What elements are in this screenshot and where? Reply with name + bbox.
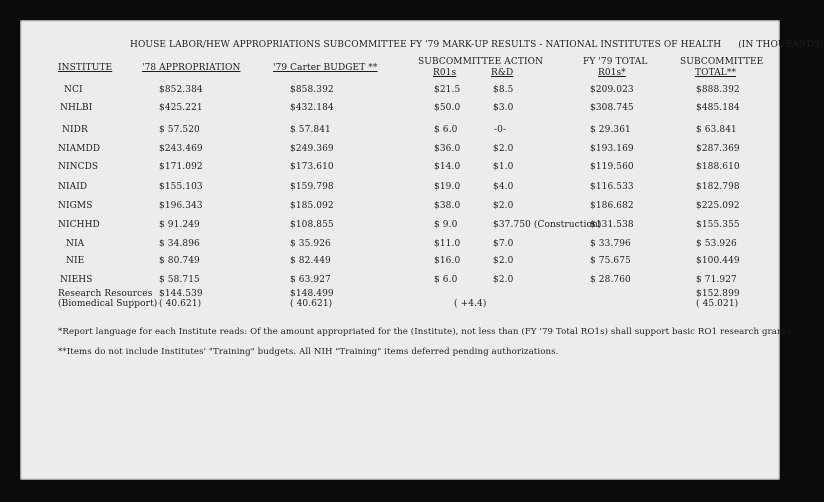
header-fy79-total: FY '79 TOTAL (583, 57, 648, 67)
cell-approp78-line2: ( 40.621) (159, 299, 202, 309)
cell-institute: NCI (64, 85, 83, 95)
header-subcommittee: SUBCOMMITTEE (680, 57, 764, 67)
cell-approp78: $ 80.749 (159, 256, 200, 266)
cell-approp78: $243.469 (159, 144, 203, 154)
cell-institute: NIE (66, 256, 85, 266)
cell-rd: $7.0 (493, 239, 514, 249)
cell-fy79-r01s: $209.023 (590, 85, 634, 95)
cell-institute-line1: Research Resources (58, 289, 153, 299)
cell-approp78: $ 91.249 (159, 220, 200, 230)
cell-institute: NIDR (62, 125, 88, 135)
cell-fy79-r01s: $308.745 (590, 103, 634, 113)
cell-fy79-r01s: $116.533 (590, 182, 634, 192)
cell-institute: NIAID (58, 182, 88, 192)
cell-carter79: $ 63.927 (290, 275, 331, 285)
cell-r01s: $ 9.0 (434, 220, 458, 230)
cell-carter79: $858.392 (290, 85, 334, 95)
cell-carter79: $ 82.449 (290, 256, 331, 266)
cell-institute: NINCDS (58, 162, 99, 172)
footnote-training-items: **Items do not include Institutes' "Training" budgets. All NIH "Training" items deferred pending authorizations. (58, 347, 559, 357)
cell-r01s: $ 6.0 (434, 275, 458, 285)
cell-subcommittee-total: $155.355 (696, 220, 740, 230)
cell-carter79-line2: ( 40.621) (290, 299, 333, 309)
cell-approp78: $ 34.896 (159, 239, 200, 249)
cell-approp78-line1: $144.539 (159, 289, 203, 299)
title-text: HOUSE LABOR/HEW APPROPRIATIONS SUBCOMMITTEE FY '79 MARK-UP RESULTS - NATIONAL INSTITUTES OF HEALTH (130, 40, 722, 50)
header-subcommittee-total: TOTAL** (695, 68, 737, 78)
cell-subcommittee-action: ( +4.4) (454, 299, 487, 309)
cell-approp78: $ 57.520 (159, 125, 200, 135)
cell-subcommittee-total: $287.369 (696, 144, 740, 154)
cell-approp78: $852.384 (159, 85, 203, 95)
header-rd: R&D (491, 68, 514, 78)
cell-fy79-r01s: $186.682 (590, 201, 634, 211)
cell-fy79-r01s: $ 33.796 (590, 239, 631, 249)
cell-approp78: $ 58.715 (159, 275, 200, 285)
header-subcommittee-action: SUBCOMMITTEE ACTION (418, 57, 544, 67)
cell-r01s: $11.0 (434, 239, 461, 249)
cell-rd: $4.0 (493, 182, 514, 192)
document-page (20, 20, 824, 480)
cell-r01s: $19.0 (434, 182, 461, 192)
cell-approp78: $155.103 (159, 182, 203, 192)
cell-carter79: $432.184 (290, 103, 334, 113)
cell-subcommittee-total-line2: ( 45.021) (696, 299, 739, 309)
cell-rd: $1.0 (493, 162, 514, 172)
cell-carter79-line1: $148.499 (290, 289, 334, 299)
cell-approp78: $171.092 (159, 162, 203, 172)
cell-r01s: $21.5 (434, 85, 461, 95)
cell-institute: NICHHD (58, 220, 100, 230)
cell-r01s: $50.0 (434, 103, 461, 113)
cell-r01s: $ 6.0 (434, 125, 458, 135)
cell-r01s: $14.0 (434, 162, 461, 172)
cell-carter79: $249.369 (290, 144, 334, 154)
cell-fy79-r01s: $131.538 (590, 220, 634, 230)
cell-subcommittee-total: $188.610 (696, 162, 740, 172)
cell-approp78: $425.221 (159, 103, 203, 113)
cell-fy79-r01s: $ 28.760 (590, 275, 631, 285)
cell-subcommittee-total-line1: $152.899 (696, 289, 740, 299)
cell-rd: $2.0 (493, 256, 514, 266)
cell-r01s: $36.0 (434, 144, 461, 154)
document-title (130, 40, 824, 51)
cell-rd: $3.0 (493, 103, 514, 113)
cell-institute: NIAMDD (58, 144, 101, 154)
cell-subcommittee-total: $ 63.841 (696, 125, 737, 135)
cell-subcommittee-total: $888.392 (696, 85, 740, 95)
cell-carter79: $ 35.926 (290, 239, 331, 249)
cell-subcommittee-total: $ 71.927 (696, 275, 737, 285)
cell-carter79: $ 57.841 (290, 125, 331, 135)
header-79-carter-budget: '79 Carter BUDGET ** (273, 63, 378, 73)
header-78-appropriation: '78 APPROPRIATION (142, 63, 241, 73)
cell-rd: $37.750 (Construction) (493, 220, 602, 230)
cell-fy79-r01s: $119.560 (590, 162, 634, 172)
header-r01s: R01s (433, 68, 457, 78)
cell-institute-line2: (Biomedical Support) (58, 299, 158, 309)
cell-r01s: $16.0 (434, 256, 461, 266)
cell-approp78: $196.343 (159, 201, 203, 211)
cell-rd: $2.0 (493, 201, 514, 211)
cell-rd: $2.0 (493, 275, 514, 285)
cell-fy79-r01s: $ 75.675 (590, 256, 631, 266)
cell-subcommittee-total: $ 53.926 (696, 239, 737, 249)
cell-subcommittee-total: $100.449 (696, 256, 740, 266)
header-institute: INSTITUTE (58, 63, 113, 73)
cell-institute: NHLBI (60, 103, 93, 113)
cell-subcommittee-total: $182.798 (696, 182, 740, 192)
cell-carter79: $173.610 (290, 162, 334, 172)
cell-rd: -0- (494, 125, 507, 135)
cell-rd: $8.5 (493, 85, 514, 95)
cell-fy79-r01s: $193.169 (590, 144, 634, 154)
cell-subcommittee-total: $225.092 (696, 201, 740, 211)
footnote-report-language: *Report language for each Institute reads: Of the amount appropriated for the (Institute), not less than (FY '79 Total RO1s) shall support basic RO1 research grants. (58, 327, 794, 337)
title-units: (IN THOUSANDS) (738, 40, 824, 50)
cell-carter79: $159.798 (290, 182, 334, 192)
cell-carter79: $185.092 (290, 201, 334, 211)
cell-carter79: $108.855 (290, 220, 334, 230)
header-fy79-r01s: R01s* (598, 68, 626, 78)
cell-institute: NIA (66, 239, 85, 249)
cell-subcommittee-total: $485.184 (696, 103, 740, 113)
cell-fy79-r01s: $ 29.361 (590, 125, 631, 135)
cell-institute: NIEHS (60, 275, 93, 285)
cell-rd: $2.0 (493, 144, 514, 154)
cell-institute: NIGMS (58, 201, 93, 211)
cell-r01s: $38.0 (434, 201, 461, 211)
